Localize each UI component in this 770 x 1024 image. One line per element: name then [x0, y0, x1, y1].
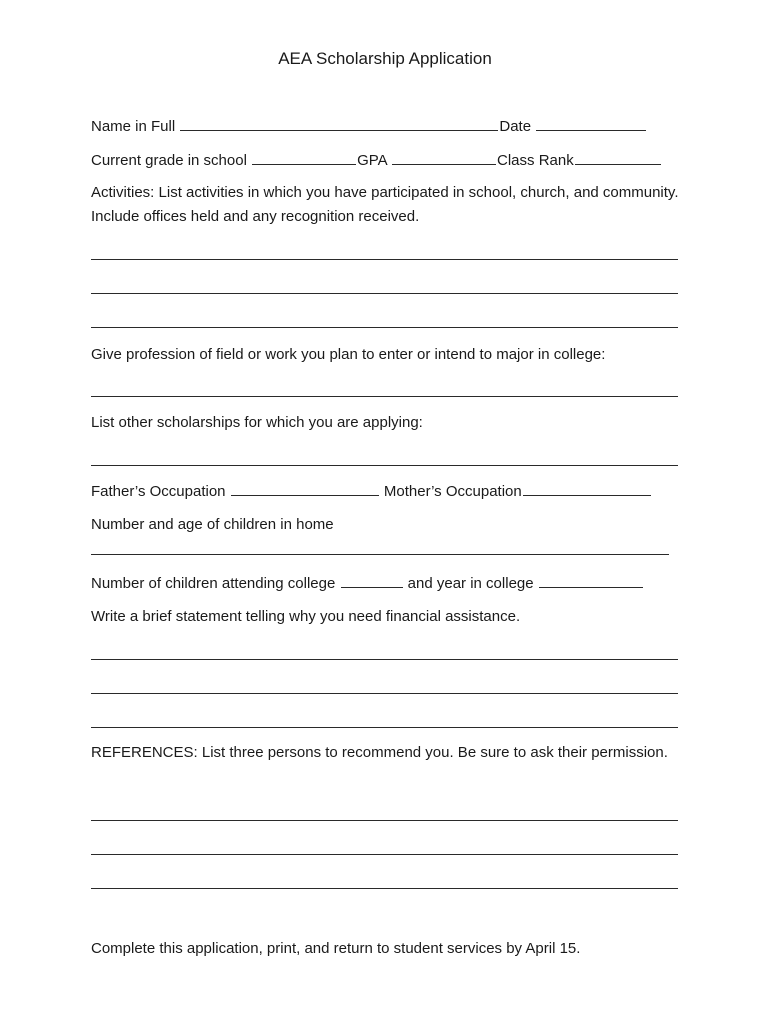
- statement-prompt: Write a brief statement telling why you need financial assistance.: [91, 608, 521, 625]
- scholarships-prompt: List other scholarships for which you are applying:: [91, 414, 423, 431]
- page-title: AEA Scholarship Application: [278, 49, 492, 68]
- references-line-2[interactable]: [91, 854, 678, 855]
- children-college-label: Number of children attending college: [91, 575, 336, 592]
- father-occupation-label: Father’s Occupation: [91, 483, 226, 500]
- year-college-field[interactable]: [539, 573, 643, 588]
- activities-prompt: Activities: List activities in which you have participated in school, church, and community. Include offices held and any recognition received.: [91, 184, 679, 225]
- children-home-prompt: Number and age of children in home: [91, 516, 334, 533]
- children-home-line[interactable]: [91, 554, 669, 555]
- father-occupation-field[interactable]: [231, 481, 379, 496]
- statement-line-1[interactable]: [91, 659, 678, 660]
- activities-line-3[interactable]: [91, 327, 678, 328]
- class-rank-field[interactable]: [575, 150, 661, 165]
- name-date-row: [91, 116, 647, 137]
- statement-line-2[interactable]: [91, 693, 678, 694]
- references-line-3[interactable]: [91, 888, 678, 889]
- date-label: Date: [499, 118, 532, 135]
- statement-line-3[interactable]: [91, 727, 678, 728]
- grade-label: Current grade in school: [91, 152, 247, 169]
- scholarships-line[interactable]: [91, 465, 678, 466]
- name-field[interactable]: [180, 116, 498, 131]
- references-prompt: REFERENCES: List three persons to recommend you. Be sure to ask their permission.: [91, 744, 668, 761]
- gpa-label: GPA: [357, 152, 387, 169]
- grade-row: [91, 150, 662, 171]
- children-college-field[interactable]: [341, 573, 403, 588]
- mother-occupation-field[interactable]: [523, 481, 651, 496]
- mother-occupation-label: Mother’s Occupation: [383, 483, 522, 500]
- footer-instruction: Complete this application, print, and return to student services by April 15.: [91, 940, 581, 957]
- college-row: [91, 573, 644, 594]
- gpa-field[interactable]: [392, 150, 496, 165]
- date-field[interactable]: [536, 116, 646, 131]
- grade-field[interactable]: [252, 150, 356, 165]
- class-rank-label: Class Rank: [497, 152, 574, 169]
- profession-line[interactable]: [91, 396, 678, 397]
- year-college-label: and year in college: [407, 575, 534, 592]
- references-line-1[interactable]: [91, 820, 678, 821]
- name-label: Name in Full: [91, 118, 176, 135]
- parents-row: [91, 481, 652, 502]
- activities-line-1[interactable]: [91, 259, 678, 260]
- profession-prompt: Give profession of field or work you plan to enter or intend to major in college:: [91, 346, 606, 363]
- activities-line-2[interactable]: [91, 293, 678, 294]
